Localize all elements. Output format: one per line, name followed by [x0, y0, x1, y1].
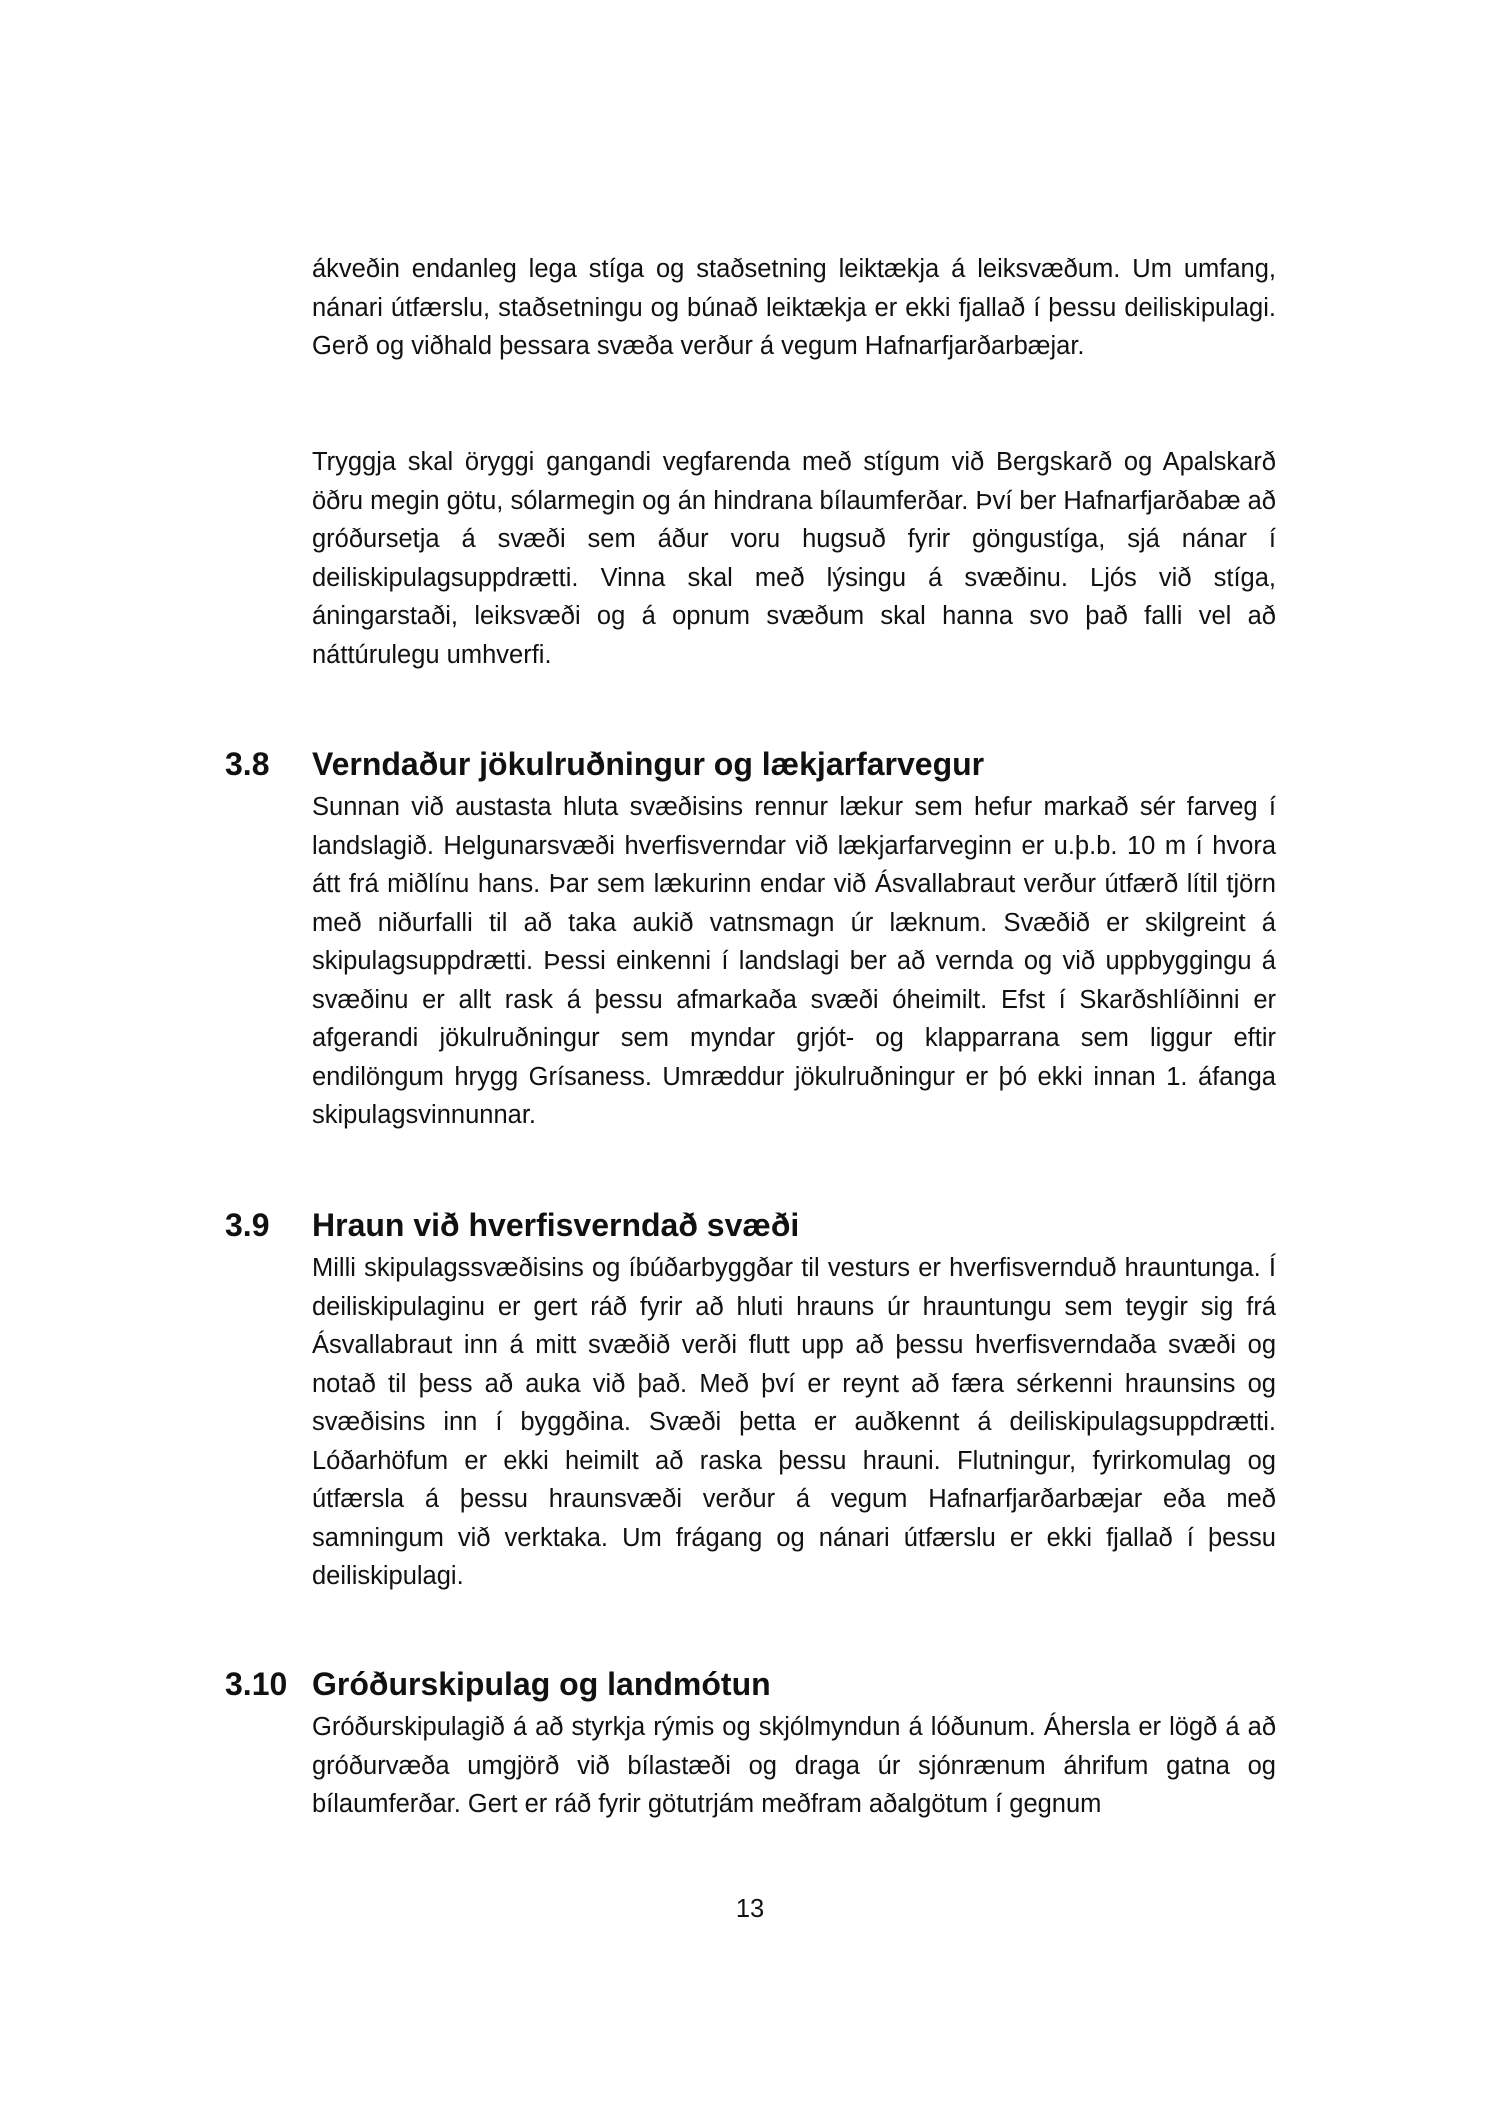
page-number: 13: [735, 1895, 765, 1923]
paragraph-play-areas: ákveðin endanleg lega stíga og staðsetning leiktækja á leiksvæðum. Um umfang, nánari útfærslu, staðsetningu og búnað leiktækja er ekki fjallað í þessu deiliskipulagi. Gerð og viðhald þessara svæða verður á vegum Hafnarfjarðarbæjar.: [312, 255, 1276, 360]
section-heading-3-9: [225, 1205, 1285, 1245]
section-heading-3-8: [225, 744, 1285, 784]
section-title: Gróðurskipulag og landmótun: [312, 1666, 771, 1702]
section-number: 3.10: [225, 1666, 288, 1702]
section-body-3-10: Gróðurskipulagið á að styrkja rýmis og skjólmyndun á lóðunum. Áhersla er lögð á að gróðurvæða umgjörð við bílastæði og draga úr sjónrænum áhrifum gatna og bílaumferðar. Gert er ráð fyrir götutrjám meðfram aðalgötum í gegnum: [312, 1713, 1276, 1818]
section-body-3-8: Sunnan við austasta hluta svæðisins rennur lækur sem hefur markað sér farveg í landslagið. Helgunarsvæði hverfisverndar við lækjarfarveginn er u.þ.b. 10 m í hvora átt frá miðlínu hans. Þar sem lækurinn endar við Ásvallabraut verður útfærð lítil tjörn með niðurfalli til að taka aukið vatnsmagn úr læknum. Svæðið er skilgreint á skipulagsuppdrætti. Þessi einkenni í landslagi ber að vernda og við uppbyggingu á svæðinu er allt rask á þessu afmarkaða svæði óheimilt. Efst í Skarðshlíðinni er afgerandi jökulruðningur sem myndar grjót- og klapparrana sem liggur eftir endilöngum hrygg Grísaness. Umræddur jökulruðningur er þó ekki innan 1. áfanga skipulagsvinnunnar.: [312, 793, 1276, 1129]
section-title: Verndaður jökulruðningur og lækjarfarvegur: [312, 746, 985, 782]
section-heading-3-10: [225, 1664, 1285, 1704]
section-number: 3.8: [225, 746, 270, 782]
section-number: 3.9: [225, 1207, 270, 1243]
section-title: Hraun við hverfisverndað svæði: [312, 1207, 800, 1243]
paragraph-pedestrian-safety: Tryggja skal öryggi gangandi vegfarenda með stígum við Bergskarð og Apalskarð öðru megin götu, sólarmegin og án hindrana bílaumferðar. Því ber Hafnarfjarðabæ að gróðursetja á svæði sem áður voru hugsuð fyrir göngustíga, sjá nánar í deiliskipulagsuppdrætti. Vinna skal með lýsingu á svæðinu. Ljós við stíga, áningarstaði, leiksvæði og á opnum svæðum skal hanna svo það falli vel að náttúrulegu umhverfi.: [312, 448, 1276, 669]
section-body-3-9: Milli skipulagssvæðisins og íbúðarbyggðar til vesturs er hverfisvernduð hrauntunga. Í deiliskipulaginu er gert ráð fyrir að hluti hrauns úr hrauntungu sem teygir sig frá Ásvallabraut inn á mitt svæðið verði flutt upp að þessu hverfisverndaða svæði og notað til þess að auka við það. Með því er reynt að færa sérkenni hraunsins og svæðisins inn í byggðina. Svæði þetta er auðkennt á deiliskipulagsuppdrætti. Lóðarhöfum er ekki heimilt að raska þessu hrauni. Flutningur, fyrirkomulag og útfærsla á þessu hraunsvæði verður á vegum Hafnarfjarðarbæjar eða með samningum við verktaka. Um frágang og nánari útfærslu er ekki fjallað í þessu deiliskipulagi.: [312, 1254, 1276, 1590]
